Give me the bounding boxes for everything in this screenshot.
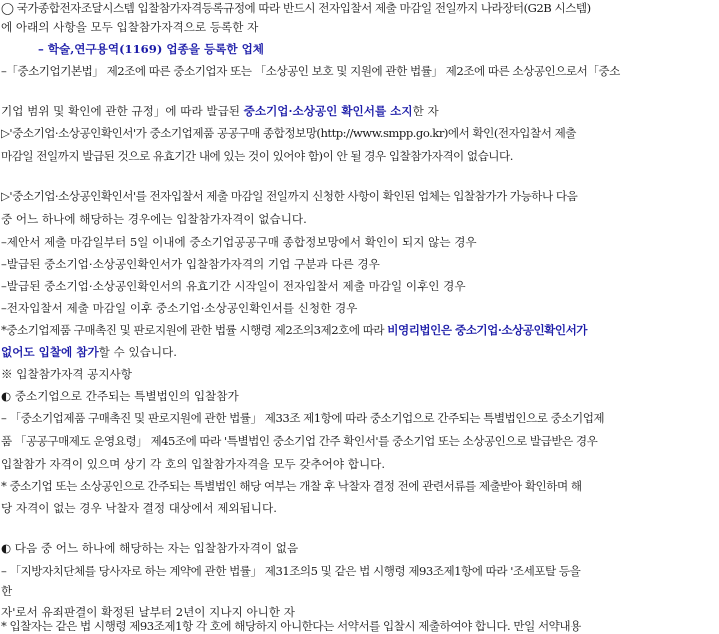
text-line: ▷'중소기업·소상공인확인서'가 중소기업제품 공공구매 종합정보망(http://www.smpp.go.kr)에서 확인(전자입찰서 제출 xyxy=(1,126,576,140)
text-line: * 중소기업 또는 소상공인으로 간주되는 특별법인 해당 여부는 개찰 후 낙찰자 결정 전에 관련서류를 제출받아 확인하며 해 xyxy=(1,479,582,493)
text-line: ◯ 국가종합전자조달시스템 입찰참가자격등록규정에 따라 반드시 전자입찰서 제출 마감일 전일까지 나라장터(G2B 시스템) xyxy=(1,1,591,15)
text-line: 한 xyxy=(1,584,13,598)
text-segment: *중소기업제품 구매촉진 및 판로지원에 관한 법률 시행령 제2조의3제2호에 따라 xyxy=(1,323,388,337)
text-line: ▷'중소기업·소상공인확인서'를 전자입찰서 제출 마감일 전일까지 신청한 사항이 확인된 업체는 입찰참가가 가능하나 다음 xyxy=(1,189,578,203)
text-line xyxy=(1,344,177,360)
text-segment: 할 수 있습니다. xyxy=(98,345,177,359)
text-line-highlight: – 학술,연구용역(1169) 업종을 등록한 업체 xyxy=(38,42,265,56)
text-line: –발급된 중소기업·소상공인확인서가 입찰참가자격의 기업 구분과 다른 경우 xyxy=(1,257,380,271)
text-line: – 「중소기업제품 구매촉진 및 판로지원에 관한 법률」 제33조 제1항에 따라 중소기업으로 간주되는 특별법인으로 중소기업제 xyxy=(1,411,605,425)
text-line: 품 「공공구매제도 운영요령」 제45조에 따라 '특별법인 중소기업 간주 확인서'를 중소기업 또는 소상공인으로 발급받은 경우 xyxy=(1,434,598,448)
text-line: * 입찰자는 같은 법 시행령 제93조제1항 각 호에 해당하지 아니한다는 서약서를 입찰시 제출하여야 합니다. 만일 서약내용 xyxy=(1,619,581,633)
text-line: 입찰참가 자격이 있으며 상기 각 호의 입찰참가자격을 모두 갖추어야 합니다. xyxy=(1,457,386,471)
text-emphasis: 중소기업·소상공인 확인서를 소지 xyxy=(243,104,413,118)
text-line xyxy=(1,322,587,338)
text-line: –전자입찰서 제출 마감일 이후 중소기업·소상공인확인서를 신청한 경우 xyxy=(1,301,358,315)
text-line: 에 아래의 사항을 모두 입찰참가자격으로 등록한 자 xyxy=(1,20,259,34)
text-segment: 한 자 xyxy=(412,104,439,118)
text-line: 마감일 전일까지 발급된 것으로 유효기간 내에 있는 것이 있어야 함)이 안 될 경우 입찰참가자격이 없습니다. xyxy=(1,149,513,163)
section-heading: ◐ 중소기업으로 간주되는 특별법인의 입찰참가 xyxy=(1,389,239,403)
text-emphasis: 없어도 입찰에 참가 xyxy=(1,345,99,359)
text-line: –제안서 제출 마감일부터 5일 이내에 중소기업공공구매 종합정보망에서 확인이 되지 않는 경우 xyxy=(1,235,477,249)
text-segment: 기업 범위 및 확인에 관한 규정」에 따라 발급된 xyxy=(1,104,244,118)
text-line: 중 어느 하나에 해당하는 경우에는 입찰참가자격이 없습니다. xyxy=(1,212,307,226)
text-line xyxy=(1,103,439,119)
text-line: –발급된 중소기업·소상공인확인서의 유효기간 시작일이 전자입찰서 제출 마감일 이후인 경우 xyxy=(1,279,466,293)
text-line: – 「지방자치단체를 당사자로 하는 계약에 관한 법률」 제31조의5 및 같은 법 시행령 제93조제1항에 따라 '조세포탈 등을 xyxy=(1,564,581,578)
text-line: –「중소기업기본법」 제2조에 따른 중소기업자 또는 「소상공인 보호 및 지원에 관한 법률」 제2조에 따른 소상공인으로서「중소 xyxy=(1,64,620,78)
text-line: ※ 입찰참가자격 공지사항 xyxy=(1,367,132,381)
text-line: 자'로서 유죄판결이 확정된 날부터 2년이 지나지 아니한 자 xyxy=(1,605,295,619)
text-emphasis: 비영리법인은 중소기업·소상공인확인서가 xyxy=(387,323,587,337)
text-line: 당 자격이 없는 경우 낙찰자 결정 대상에서 제외됩니다. xyxy=(1,501,277,515)
section-heading: ◐ 다음 중 어느 하나에 해당하는 자는 입찰참가자격이 없음 xyxy=(1,541,299,555)
